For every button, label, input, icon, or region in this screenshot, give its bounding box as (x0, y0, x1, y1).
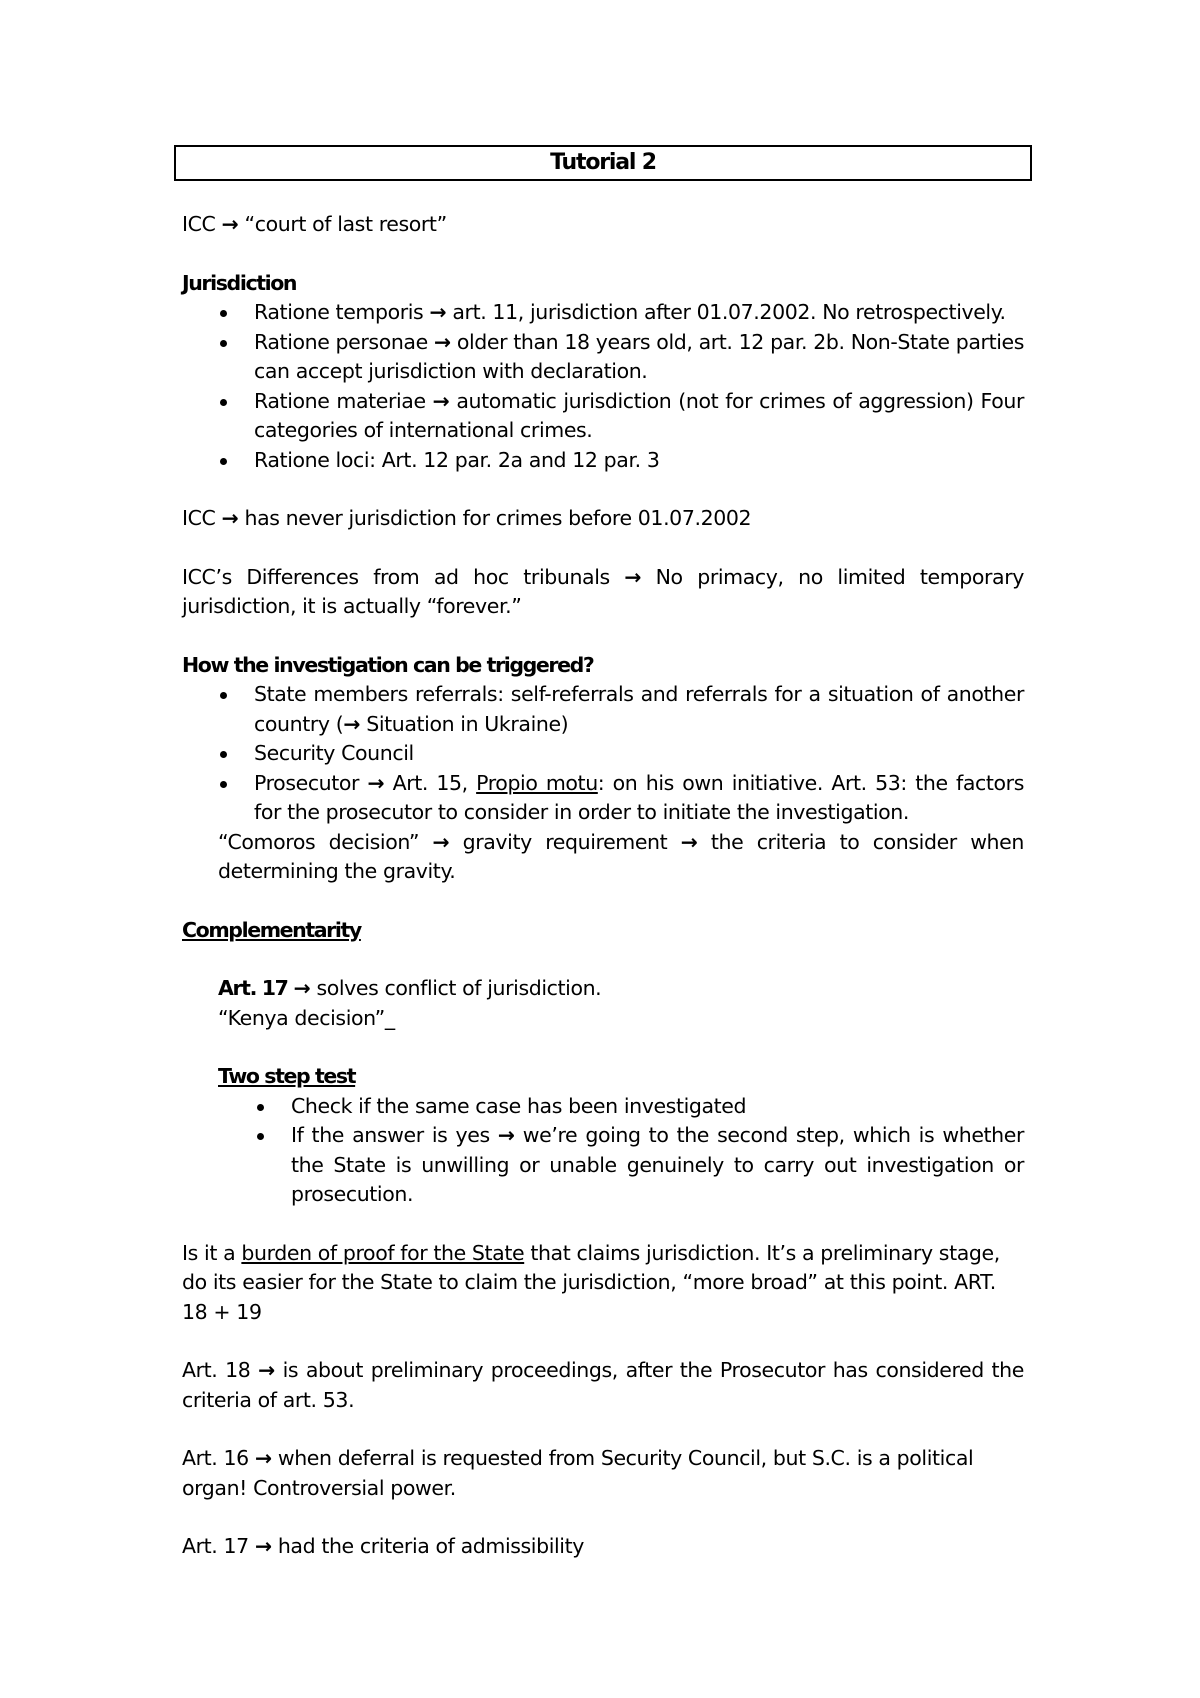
kenya-line: “Kenya decision”_ (218, 1005, 395, 1030)
list-item (182, 739, 1024, 769)
item-text: art. 11, jurisdiction after 01.07.2002. No retrospectively. (452, 300, 1006, 324)
burden-paragraph (182, 1239, 1024, 1328)
investigation-heading: How the investigation can be triggered? (182, 652, 594, 677)
arrow-right-icon: → (680, 829, 698, 854)
item-text: Check if the same case has been investigated (291, 1093, 747, 1118)
arrow-right-icon: → (258, 1358, 275, 1382)
jurisdiction-list (182, 298, 1024, 475)
list-item (182, 387, 1024, 446)
icc-label: ICC (182, 506, 216, 530)
art17-lead: Art. 17 (218, 976, 288, 1000)
item-lead: If the answer is yes (291, 1123, 490, 1147)
art17-admissibility-text: had the criteria of admissibility (277, 1534, 584, 1558)
art18-lead: Art. 18 (182, 1358, 251, 1382)
complementarity-heading: Complementarity (182, 917, 361, 942)
item-text: older than 18 years old, art. 12 par. 2b. Non-State parties can accept jurisdiction with declaration. (254, 329, 1024, 383)
two-step-heading: Two step test (218, 1064, 356, 1088)
art16-text: when deferral is requested from Security Council, but S.C. is a political organ! Controversial power. (182, 1446, 974, 1500)
icc-court-line (182, 210, 1024, 240)
item-text: Security Council (254, 741, 414, 765)
item-lead: Ratione personae (254, 329, 428, 354)
list-item (182, 298, 1024, 328)
icc-never-line (182, 504, 1024, 534)
list-item (182, 680, 1024, 739)
item-text: Ratione loci: Art. 12 par. 2a and 12 par. 3 (254, 447, 660, 472)
arrow-right-icon: → (432, 829, 450, 854)
list-item (182, 1121, 1024, 1210)
art17-admissibility-line (182, 1532, 1024, 1562)
arrow-right-icon: → (624, 564, 642, 589)
investigation-list (182, 680, 1024, 828)
comoros-text: the criteria to consider when determining the gravity. (218, 829, 1024, 883)
arrow-right-icon: → (432, 388, 450, 413)
comoros-mid: gravity requirement (462, 829, 668, 854)
arrow-right-icon: → (254, 1446, 272, 1470)
comoros-paragraph (182, 828, 1024, 887)
arrow-right-icon: → (497, 1123, 515, 1147)
art16-paragraph (182, 1444, 1024, 1503)
art17-line (182, 974, 1024, 1004)
art18-text: is about preliminary proceedings, after the Prosecutor has considered the criteria of art. 53. (182, 1358, 1024, 1412)
item-text: Art. 15, (392, 770, 468, 795)
comoros-lead: “Comoros decision” (218, 829, 420, 854)
list-item (182, 1092, 1024, 1122)
burden-post: that claims jurisdiction. It’s a preliminary stage, do its easier for the State to claim the jurisdiction, “more broad” at this point. ART. 18 + 19 (182, 1240, 1000, 1324)
icc-court-text: “court of last resort” (244, 212, 447, 236)
two-step-list (182, 1092, 1024, 1210)
differences-text: No primacy, no limited temporary jurisdiction, it is actually “forever.” (182, 564, 1024, 618)
art18-paragraph (182, 1356, 1024, 1415)
item-text: Situation in Ukraine) (366, 711, 569, 736)
icc-label: ICC (182, 212, 216, 236)
differences-lead: ICC’s Differences from ad hoc tribunals (182, 564, 610, 589)
burden-pre: Is it a (182, 1240, 242, 1265)
item-text: State members referrals: self-referrals and referrals for a situation of another country ( (254, 682, 1024, 736)
item-lead: Ratione materiae (254, 388, 426, 413)
icc-never-text: has never jurisdiction for crimes before 01.07.2002 (244, 506, 752, 530)
list-item (182, 446, 1024, 476)
art17-lead: Art. 17 (182, 1534, 249, 1558)
burden-term: burden of proof for the State (241, 1240, 525, 1265)
differences-paragraph (182, 563, 1024, 622)
art17-text: solves conflict of jurisdiction. (316, 976, 602, 1000)
arrow-right-icon: → (254, 1534, 272, 1558)
list-item (182, 328, 1024, 387)
arrow-right-icon: → (293, 976, 311, 1000)
propio-motu-term: Propio motu (476, 770, 598, 795)
arrow-right-icon: → (343, 711, 361, 736)
jurisdiction-heading: Jurisdiction (182, 270, 297, 295)
arrow-right-icon: → (221, 506, 239, 530)
item-lead: Prosecutor (254, 770, 360, 795)
item-text: automatic jurisdiction (not for crimes of aggression) Four categories of international crimes. (254, 388, 1024, 442)
item-text: we’re going to the second step, which is whether the State is unwilling or unable genuinely to carry out investigation or prosecution. (291, 1123, 1025, 1206)
document-page (182, 145, 1024, 1562)
arrow-right-icon: → (433, 329, 451, 354)
list-item (182, 769, 1024, 828)
document-title: Tutorial 2 (174, 145, 1032, 181)
art16-lead: Art. 16 (182, 1446, 249, 1470)
arrow-right-icon: → (367, 770, 385, 795)
item-lead: Ratione temporis (254, 300, 424, 324)
item-text: : on his own initiative. Art. 53: the factors for the prosecutor to consider in order to initiate the investigation. (254, 770, 1024, 824)
arrow-right-icon: → (221, 212, 239, 236)
arrow-right-icon: → (429, 300, 447, 324)
